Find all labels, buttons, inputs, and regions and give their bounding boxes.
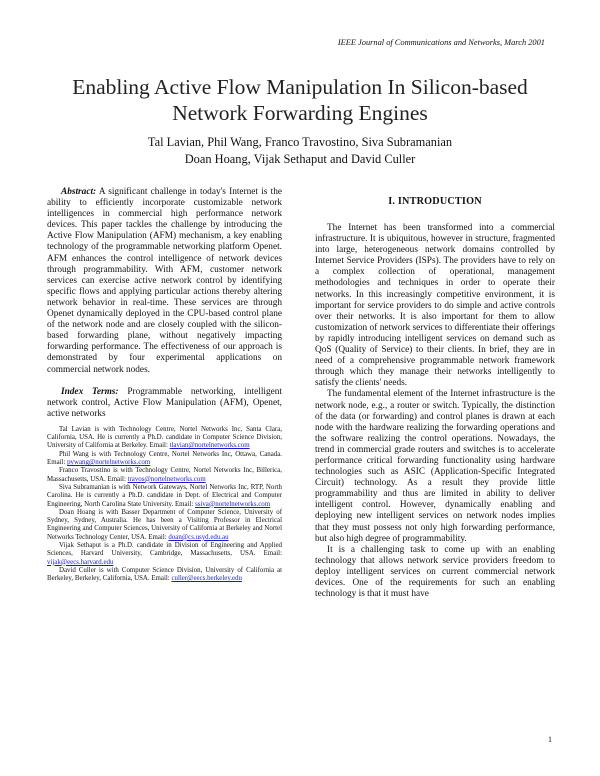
email-link[interactable]: ssiva@nortelnetworks.com [195, 500, 271, 508]
intro-paragraph: The fundamental element of the Internet infrastructure is the network node, e.g., a router or switch. Typically, the distinction of the data (or forwarding) and control planes is drawn at each node with the hardware realizing the forwarding operations and the software realizing the control operations. Nowadays, the trend in commercial grade routers and switches is to accelerate performance critical forwarding functionality using hardware technologies such as ASIC (Application-Specific Integrated Circuit) technology. As a result they provide little programmability and thus are limited in ability to deliver intelligent control. However, dynamically enabling and deploying new intelligent services on network nodes implies that they must possess not only high forwarding performance, but also high degree of programmability. [315, 389, 555, 544]
authors-line-2: Doan Hoang, Vijak Sethaput and David Culler [184, 152, 416, 166]
email-link[interactable]: tlavian@nortelnetworks.com [169, 442, 250, 450]
email-link[interactable]: pywang@nortelnetworks.com [67, 459, 151, 467]
footnote [47, 451, 282, 468]
paper-title: Enabling Active Flow Manipulation In Silicon-based Network Forwarding Engines [72, 75, 528, 125]
footnote-text: Siva Subramanian is with Network Gateways, Nortel Networks Inc, RTP, North Carolina. He is currently a Ph.D. candidate in Dept. of Electrical and Computer Engineering, North Carolina State University. Email: [47, 483, 282, 508]
index-terms-label: Index Terms: [61, 386, 119, 397]
left-column [47, 187, 282, 584]
footnote [47, 542, 282, 567]
footnote-text: Tal Lavian is with Technology Centre, Nortel Networks Inc, Santa Clara, California, USA. He is currently a Ph.D. candidate in Computer Science Division, University of California at Berkeley. Email: [47, 425, 282, 450]
footnote [47, 467, 282, 484]
footnote [47, 509, 282, 542]
right-column [315, 196, 555, 600]
intro-paragraph: The Internet has been transformed into a commercial infrastructure. It is ubiquitous, however in structure, fragmented into large, heterogeneous network domains controlled by Internet Service Providers (ISPs). The providers have to rely on a complex collection of operational, management methodologies and techniques in order to operate their networks. In this increasingly competitive environment, it is important for service providers to do simple and active controls over their networks. It is also important for them to allow customization of network services to differentiate their offerings by rapidly introducing intelligent services on demand such as QoS (Quality of Service) to their clients. In brief, they are in need of a comprehensive programmable network framework through which they manage their networks intelligently to satisfy the clients' needs. [315, 223, 555, 389]
footnote [47, 426, 282, 451]
authors-line-1: Tal Lavian, Phil Wang, Franco Travostino, Siva Subramanian [147, 135, 453, 149]
journal-header: IEEE Journal of Communications and Networks, March 2001 [337, 38, 545, 47]
abstract [47, 187, 282, 376]
email-link[interactable]: vijak@eecs.harvard.edu [47, 558, 114, 566]
email-link[interactable]: culler@eecs.berkeley.edu [171, 575, 243, 583]
intro-paragraph: It is a challenging task to come up with an enabling technology that allows network service providers freedom to deploy intelligent services on current commercial network devices. One of the requirements for such an enabling technology is that it must have [315, 544, 555, 600]
abstract-label: Abstract: [61, 187, 97, 197]
email-link[interactable]: travos@nortelnetworks.com [127, 475, 206, 483]
footnote-text: Vijak Sethaput is a Ph.D. candidate in Division of Engineering and Applied Sciences, Harvard University, Cambridge, Massachusetts, USA. Email: [47, 542, 282, 558]
page-number: 1 [548, 735, 552, 744]
index-terms-text: Programmable networking, intelligent network control, Active Flow Manipulation (AFM), Openet, active networks [47, 386, 282, 419]
footnote [47, 567, 282, 584]
footnote-text: Doan Hoang is with Basser Department of Computer Science, University of Sydney, Sydney, Australia. He has been a Visiting Professor in Electrical Engineering and Computer Sciences, University of California at Berkeley and Nortel Networks Technology Center, USA. Email: [47, 508, 282, 541]
index-terms [47, 387, 282, 420]
authors [40, 134, 560, 168]
footnote-text: Franco Travostino is with Technology Centre, Nortel Networks Inc, Billerica, Massachusetts, USA. Email: [47, 467, 282, 483]
footnote [47, 484, 282, 509]
section-heading-introduction: I. INTRODUCTION [388, 196, 482, 207]
abstract-text: A significant challenge in today's Internet is the ability to efficiently incorporate customizable network intelligences in commercial high performance network devices. This paper tackles the challenge by introducing the Active Flow Manipulation (AFM) mechanism, a key enabling technology of the programmable networking platform Openet. AFM enhances the control intelligence of network devices through programmability. With AFM, customer network services can exercise active network control by identifying specific flows and applying particular actions thereby altering network behavior in real-time. These services are through Openet dynamically deployed in the CPU-based control plane of the network node and are closely coupled with the silicon-based forwarding plane, without negatively impacting forwarding performance. The effectiveness of our approach is demonstrated by four experimental applications on commercial network nodes. [47, 187, 282, 375]
author-footnotes [47, 426, 282, 584]
footnote-text: Phil Wang is with Technology Centre, Nortel Networks Inc, Ottawa, Canada. Email: [47, 450, 282, 467]
email-link[interactable]: doan@cs.usyd.edu.au [168, 533, 229, 541]
footnote-text: David Culler is with Computer Science Division, University of California at Berkeley, Berkeley, California, USA. Email: [47, 566, 282, 583]
